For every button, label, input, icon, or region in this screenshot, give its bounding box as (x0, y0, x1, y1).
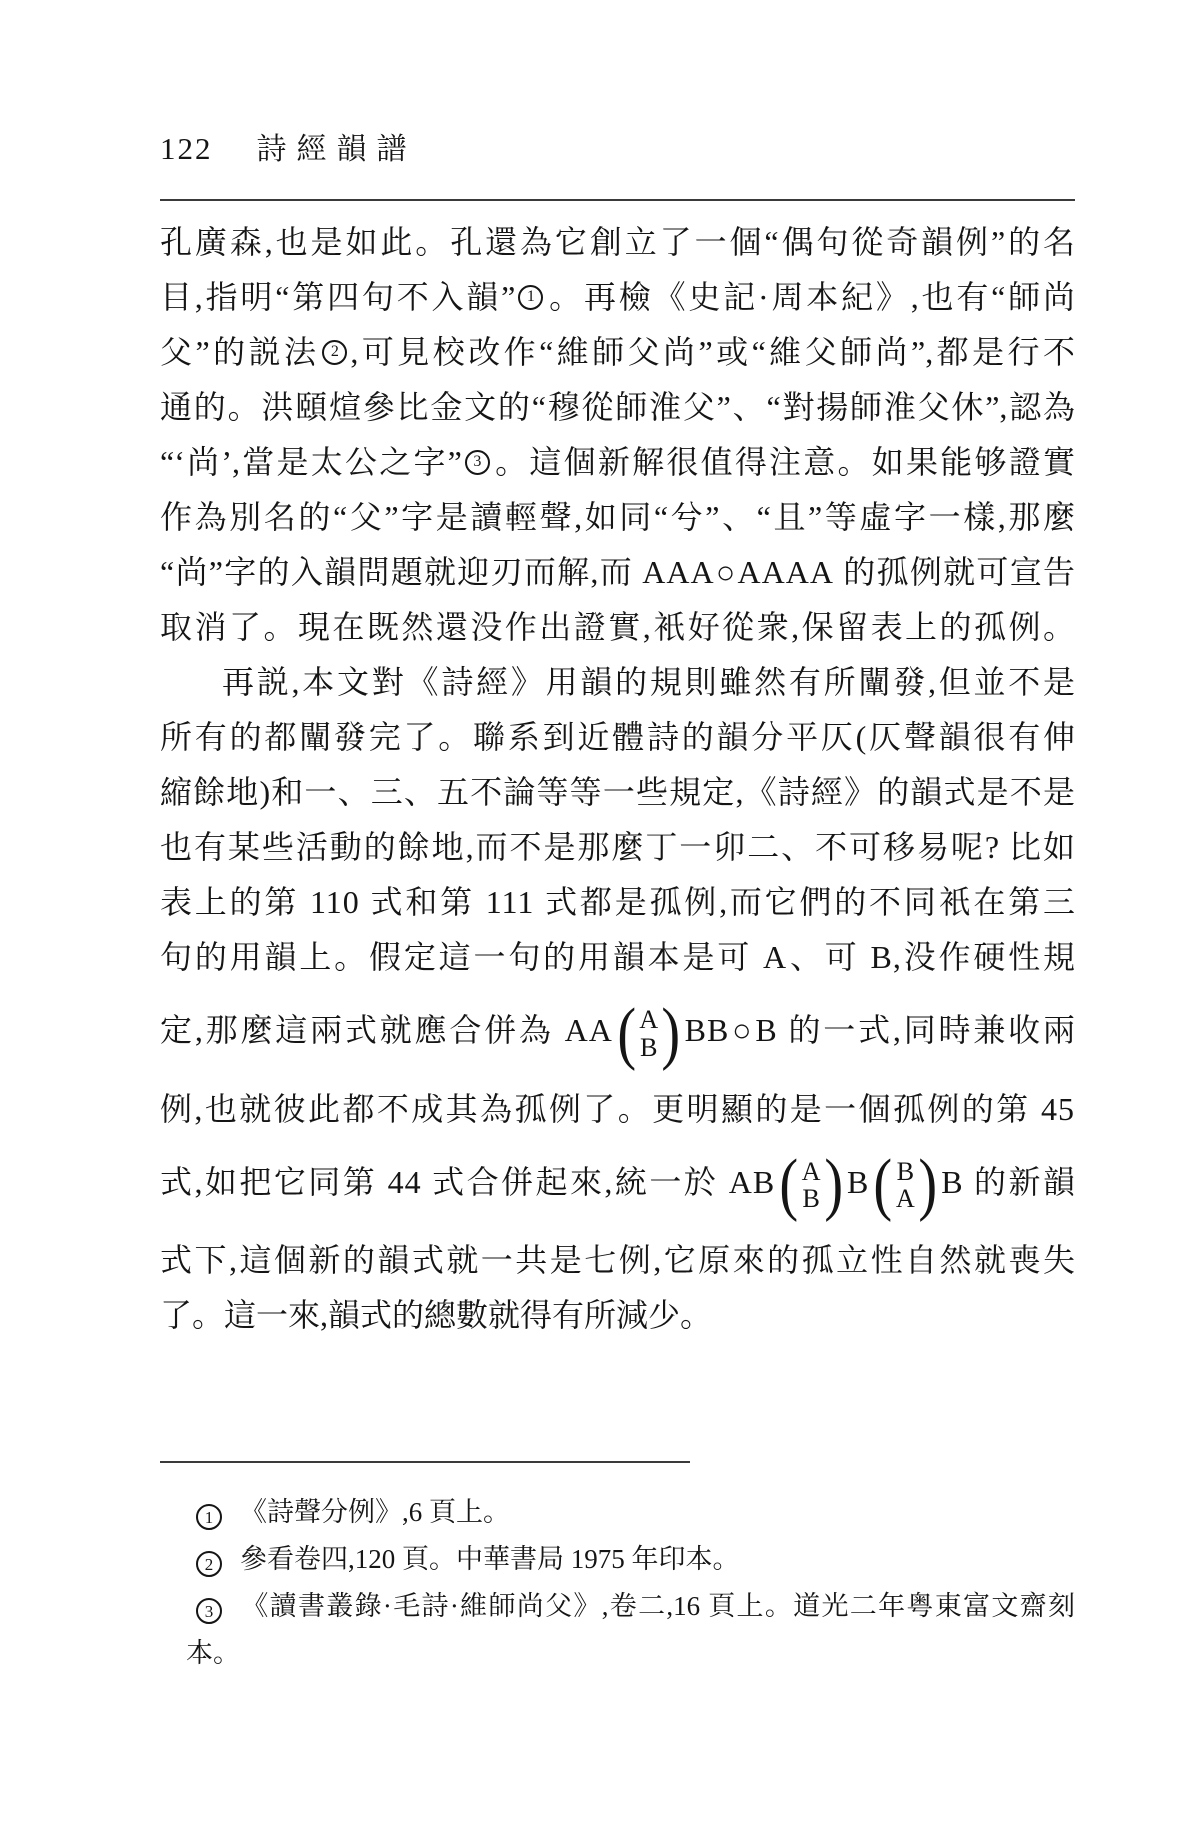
footnote-item (160, 1583, 1075, 1630)
body-text-run: 表上的第 (160, 884, 310, 920)
footnote-ref-1: 1 (518, 285, 543, 310)
open-paren: ( (779, 1145, 799, 1224)
formula-text: B (941, 1163, 964, 1200)
formula-text: BB○B (684, 1012, 778, 1048)
open-paren: ( (617, 993, 636, 1072)
page-number: 122 (160, 131, 213, 166)
footnote-ref-2: 2 (322, 340, 347, 365)
body-text-run: “尚”字的入韻問題就迎刃而解,而 (160, 554, 643, 590)
body-text-run: 所有的都闡發完了。聯系到近體詩的韻分平仄(仄聲韻很有伸 (160, 719, 1075, 755)
body-text-run: ,可見校改作“維師父尚”或“維父師尚”,都是行不 (350, 334, 1075, 370)
close-paren: ) (918, 1145, 937, 1224)
formula-text: 44 (387, 1163, 422, 1200)
formula-text: B (870, 939, 893, 975)
body-text-run: ,没作硬性規 (892, 939, 1075, 975)
body-line (160, 993, 1075, 1072)
stack-bottom: B (639, 1032, 658, 1062)
body-text-run: 。這個新解很值得注意。如果能够證實 (492, 444, 1075, 480)
body-text-run: 的新韻 (963, 1163, 1075, 1200)
close-paren: ) (823, 1145, 843, 1224)
formula-text: B (847, 1163, 870, 1200)
footnote-item (160, 1489, 1075, 1536)
formula-text: A (763, 939, 788, 975)
body-text-run: 通的。洪頤煊參比金文的“穆從師淮父”、“對揚師淮父休”,認為 (160, 389, 1075, 425)
body-line (160, 1145, 1075, 1224)
footnote-item (160, 1536, 1075, 1583)
formula-fraction (777, 1145, 845, 1224)
body-line (160, 875, 1075, 930)
body-line (160, 710, 1075, 765)
body-line (160, 215, 1075, 270)
close-paren: ) (661, 993, 681, 1072)
stack-bottom: B (802, 1184, 820, 1214)
stack-bottom: A (895, 1184, 915, 1214)
body-line (160, 1082, 1075, 1137)
body-line (160, 270, 1075, 325)
body-line (160, 1288, 1075, 1343)
body-line (160, 600, 1075, 655)
formula-fraction (615, 993, 683, 1072)
body-text-run: 式都是孤例,而它們的不同衹在第三 (534, 884, 1075, 920)
footnote-text: 參看卷四,120 頁。中華書局 1975 年印本。 (240, 1544, 740, 1575)
body-text-run: 縮餘地)和一、三、五不論等等一些規定,《詩經》的韻式是不是 (160, 774, 1075, 810)
stacked-letters (801, 1158, 822, 1213)
body-line (160, 545, 1075, 600)
footnote-continuation: 本。 (186, 1638, 240, 1669)
body-line (160, 435, 1075, 490)
body-text-run: 、可 (787, 939, 871, 975)
body-text-run: 作為別名的“父”字是讀輕聲,如同“兮”、“且”等虛字一樣,那麼 (160, 499, 1075, 535)
body-text-run: 的一式,同時兼收兩 (777, 1012, 1075, 1048)
body-text-run: 。再檢《史記·周本紀》,也有“師尚 (546, 279, 1075, 315)
body-text-run: “‘尚’,當是太公之字” (160, 444, 462, 480)
formula-text: 111 (485, 884, 535, 920)
body-text-run: 的孤例就可宣告 (833, 554, 1075, 590)
body-line (160, 380, 1075, 435)
body-text (160, 215, 1075, 1343)
body-text-run: 式和第 (359, 884, 486, 920)
footnote-text: 《讀書叢錄·毛詩·維師尚父》,卷二,16 頁上。道光二年粤東富文齋刻 (240, 1591, 1075, 1622)
body-text-run: 式合併起來,統一於 (421, 1163, 729, 1200)
footnote-marker-1: 1 (196, 1504, 222, 1530)
body-text-run: 也有某些活動的餘地,而不是那麼丁一卯二、不可移易呢? 比如 (160, 829, 1075, 865)
body-text-run: 孔廣森,也是如此。孔還為它創立了一個“偶句從奇韻例”的名 (160, 224, 1075, 260)
formula-text: AB (728, 1163, 776, 1200)
footnote-text: 《詩聲分例》,6 頁上。 (240, 1497, 510, 1528)
body-text-run: 父”的説法 (160, 334, 320, 370)
footnote-ref-3: 3 (465, 450, 490, 475)
header-rule (160, 199, 1075, 201)
body-text-run: 取消了。現在既然還没作出證實,衹好從衆,保留表上的孤例。 (160, 609, 1075, 645)
body-line (160, 490, 1075, 545)
body-text-run: 再説,本文對《詩經》用韻的規則雖然有所闡發,但並不是 (222, 664, 1075, 700)
stack-top: A (639, 1005, 659, 1035)
body-line (160, 820, 1075, 875)
body-text-run: 句的用韻上。假定這一句的用韻本是可 (160, 939, 764, 975)
formula-fraction (871, 1145, 939, 1224)
formula-text: AAA○AAAA (642, 554, 834, 590)
body-text-run: 目,指明“第四句不入韻” (160, 279, 516, 315)
footnote-marker-3: 3 (196, 1598, 222, 1624)
formula-text: AA (564, 1012, 613, 1048)
footnote-rule (160, 1461, 690, 1463)
formula-text: 110 (309, 884, 360, 920)
body-line (160, 325, 1075, 380)
book-title: 詩經韻譜 (256, 133, 417, 166)
body-text-run: 式下,這個新的韻式就一共是七例,它原來的孤立性自然就喪失 (160, 1242, 1075, 1279)
stack-top: A (801, 1156, 821, 1186)
body-line (160, 655, 1075, 710)
body-line (160, 1233, 1075, 1288)
body-line (160, 765, 1075, 820)
footnotes (160, 1489, 1075, 1677)
open-paren: ( (873, 1145, 893, 1224)
stacked-letters (895, 1158, 916, 1213)
body-text-run: 例,也就彼此都不成其為孤例了。更明顯的是一個孤例的第 (160, 1090, 1041, 1127)
body-text-run: 了。這一來,韻式的總數就得有所減少。 (160, 1297, 713, 1334)
formula-text: 45 (1041, 1090, 1075, 1127)
stack-top: B (896, 1156, 915, 1186)
body-text-run: 定,那麼這兩式就應合併為 (160, 1012, 565, 1048)
stacked-letters (638, 1006, 659, 1061)
footnote-marker-2: 2 (196, 1551, 222, 1577)
body-line (160, 930, 1075, 985)
page-header (160, 125, 1075, 173)
body-text-run: 式,如把它同第 (160, 1163, 388, 1200)
